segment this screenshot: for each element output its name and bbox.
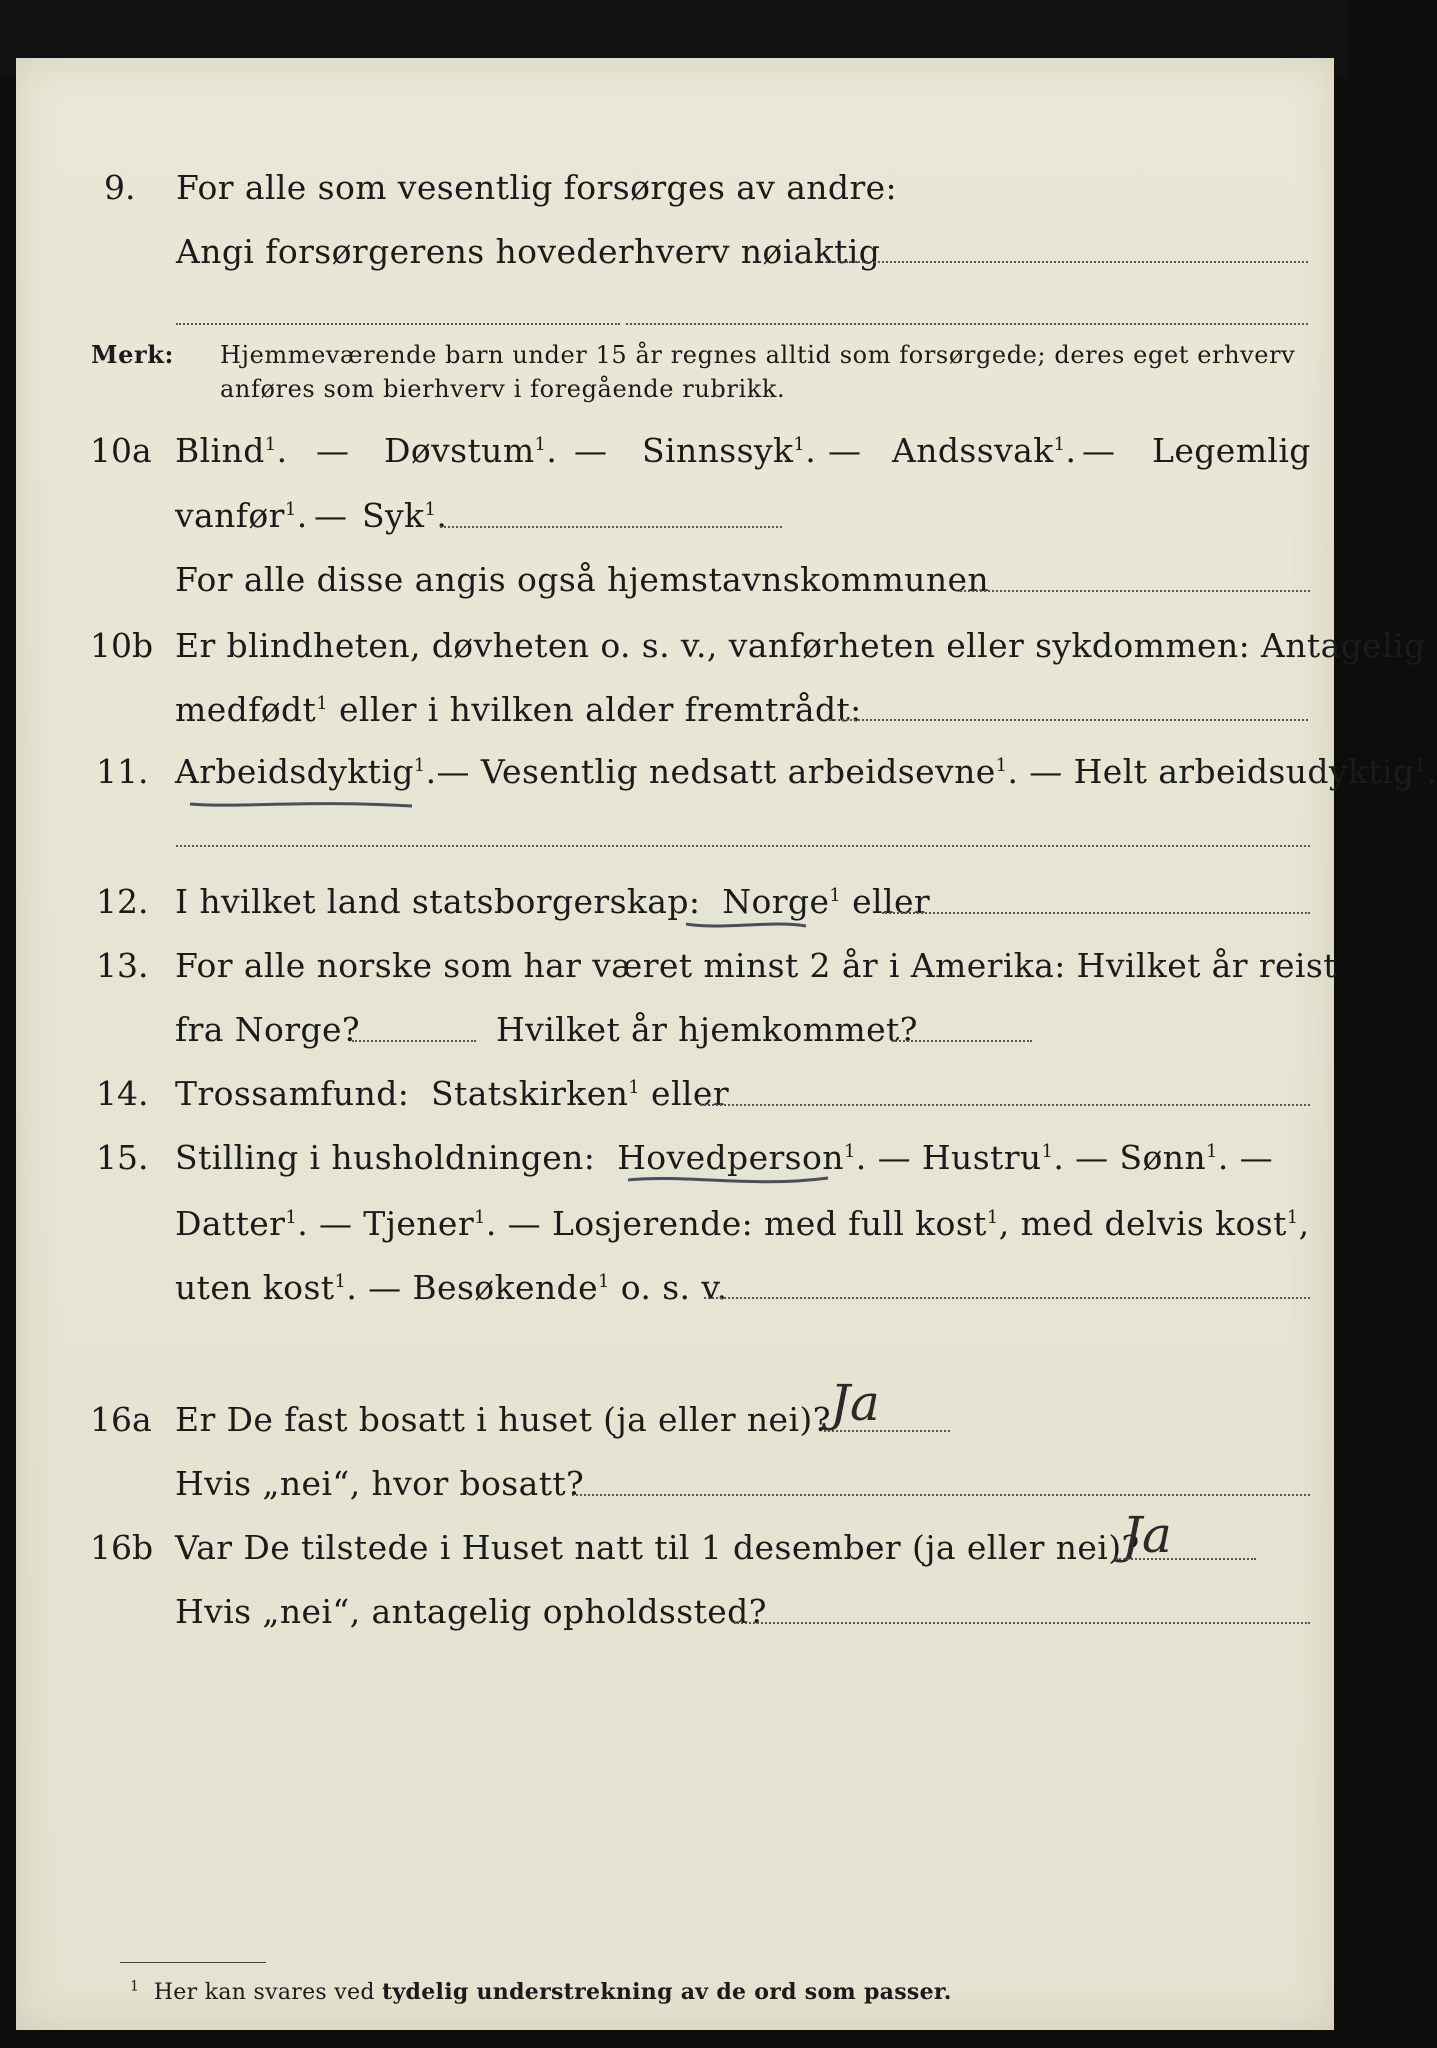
q9-line1: For alle som vesentlig forsørges av andre:: [176, 168, 898, 207]
q9-line2: Angi forsørgerens hovederhverv nøiaktig: [176, 232, 881, 271]
q10b-answer-line: [830, 719, 1308, 721]
q11-handwritten-underline: [186, 794, 416, 814]
q12-line: I hvilket land statsborgerskap: Norge$^1$ eller: [175, 882, 931, 921]
q9-answer-line: [826, 261, 1308, 263]
q14-answer-line: [700, 1104, 1310, 1106]
q10a-answer-line-1: [440, 526, 782, 528]
q16b-line2: Hvis „nei“, antagelig opholdssted?: [175, 1592, 767, 1631]
q10a-sinnssyk: Sinnssyk$^1$.: [642, 431, 817, 470]
q12-handwritten-underline: [682, 916, 812, 934]
q9-answer-line-2b: [626, 323, 1308, 325]
q10a-dash-5: —: [314, 496, 348, 535]
q16b-answer-line-1: [1116, 1558, 1256, 1560]
q10a-andssvak: Andssvak$^1$.: [892, 431, 1077, 470]
q16b-line1: Var De tilstede i Huset natt til 1 desember (ja eller nei)?: [175, 1528, 1140, 1567]
q10a-answer-line-2: [960, 590, 1310, 592]
q10b-line2: medfødt$^1$ eller i hvilken alder fremtrådt:: [175, 690, 862, 729]
footnote: $^1$ Her kan svares ved tydelig understrekning av de ord som passer.: [130, 1978, 952, 2005]
q16a-answer-line-1: [824, 1430, 950, 1432]
q14-line: Trossamfund: Statskirken$^1$ eller: [175, 1074, 729, 1113]
q13-line2b: Hvilket år hjemkommet?: [496, 1010, 918, 1049]
q13-number: 13.: [96, 946, 149, 985]
q12-answer-line: [882, 912, 1310, 914]
q16a-number: 16a: [90, 1400, 152, 1439]
q11-number: 11.: [96, 752, 149, 791]
q16b-handwritten-answer: Ja: [1122, 1506, 1172, 1564]
q11-answer-line: [176, 845, 1310, 847]
q10a-vanfor: vanfør$^1$.: [175, 496, 308, 535]
q12-number: 12.: [96, 882, 149, 921]
q15-line2: Datter$^1$. — Tjener$^1$. — Losjerende: med full kost$^1$, med delvis kost$^1$,: [175, 1204, 1310, 1243]
q13-answer-line-2: [892, 1040, 1032, 1042]
q15-line3: uten kost$^1$. — Besøkende$^1$ o. s. v.: [175, 1268, 728, 1307]
q13-answer-line-1: [352, 1040, 476, 1042]
q13-line2a: fra Norge?: [175, 1010, 361, 1049]
q11-line: Arbeidsdyktig$^1$.— Vesentlig nedsatt arbeidsevne$^1$. — Helt arbeidsudyktig$^1$.: [175, 752, 1437, 791]
q9-number: 9.: [104, 168, 136, 207]
q10a-syk: Syk$^1$.: [362, 496, 448, 535]
q16a-line2: Hvis „nei“, hvor bosatt?: [175, 1464, 585, 1503]
q10a-dash-4: —: [1082, 431, 1116, 470]
q16b-number: 16b: [90, 1528, 154, 1567]
merk-label: Merk:: [91, 340, 174, 369]
q13-line1: For alle norske som har været minst 2 år i Amerika: Hvilket år reist: [175, 946, 1337, 985]
q16a-handwritten-answer: Ja: [830, 1374, 880, 1432]
q10a-legemlig: Legemlig: [1152, 431, 1311, 470]
q16b-answer-line-2: [734, 1622, 1310, 1624]
q10b-line1: Er blindheten, døvheten o. s. v., vanførheten eller sykdommen: Antagelig: [175, 626, 1426, 665]
q15-number: 15.: [96, 1138, 149, 1177]
q10a-dovstum: Døvstum$^1$.: [384, 431, 558, 470]
q10a-line3: For alle disse angis også hjemstavnskommunen: [175, 560, 990, 599]
merk-line1: Hjemmeværende barn under 15 år regnes alltid som forsørgede; deres eget erhverv: [220, 341, 1296, 369]
census-form-page: [16, 58, 1437, 2030]
q15-answer-line: [704, 1297, 1310, 1299]
q10a-blind: Blind$^1$.: [175, 431, 288, 470]
q10b-number: 10b: [90, 626, 154, 665]
merk-line2: anføres som bierhverv i foregående rubrikk.: [220, 375, 786, 403]
footnote-rule: [120, 1962, 266, 1963]
q16a-line1: Er De fast bosatt i huset (ja eller nei)?: [175, 1400, 831, 1439]
q15-line1: Stilling i husholdningen: Hovedperson$^1$. — Hustru$^1$. — Sønn$^1$. —: [175, 1138, 1274, 1177]
q14-number: 14.: [96, 1074, 149, 1113]
q16a-answer-line-2: [572, 1494, 1310, 1496]
q10a-dash-1: —: [316, 431, 350, 470]
q10a-dash-2: —: [574, 431, 608, 470]
q10a-dash-3: —: [828, 431, 862, 470]
q15-handwritten-underline: [624, 1170, 834, 1194]
q10a-number: 10a: [90, 431, 152, 470]
q9-answer-line-2a: [176, 323, 620, 325]
